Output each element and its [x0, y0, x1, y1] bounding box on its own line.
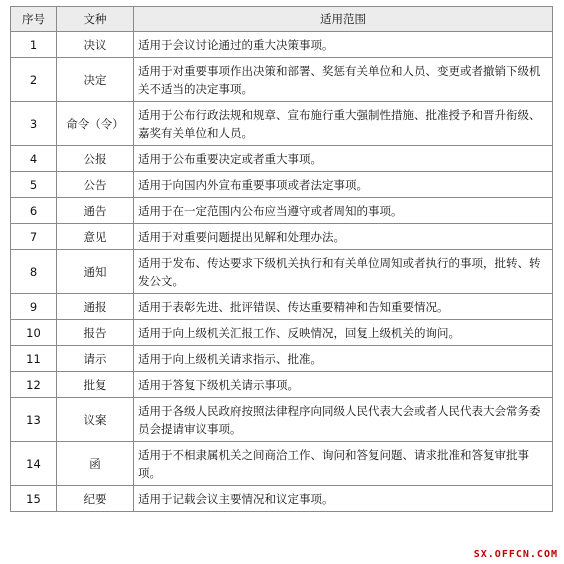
row-type: 决议 [57, 32, 134, 58]
document-types-table [10, 6, 553, 512]
row-scope: 适用于对重要问题提出见解和处理办法。 [134, 224, 553, 250]
table-row [11, 224, 553, 250]
row-type: 请示 [57, 346, 134, 372]
row-type: 议案 [57, 398, 134, 442]
header-scope: 适用范围 [134, 7, 553, 32]
table-row [11, 294, 553, 320]
row-scope: 适用于公布重要决定或者重大事项。 [134, 146, 553, 172]
row-num: 4 [11, 146, 57, 172]
table-row [11, 442, 553, 486]
row-num: 2 [11, 58, 57, 102]
row-type: 命令（令） [57, 102, 134, 146]
table-row [11, 346, 553, 372]
table-row [11, 146, 553, 172]
row-scope: 适用于向上级机关汇报工作、反映情况，回复上级机关的询问。 [134, 320, 553, 346]
table-row [11, 372, 553, 398]
row-scope: 适用于在一定范围内公布应当遵守或者周知的事项。 [134, 198, 553, 224]
row-type: 意见 [57, 224, 134, 250]
row-scope: 适用于对重要事项作出决策和部署、奖惩有关单位和人员、变更或者撤销下级机关不适当的决定事项。 [134, 58, 553, 102]
row-type: 公告 [57, 172, 134, 198]
table-row [11, 32, 553, 58]
row-scope: 适用于向国内外宣布重要事项或者法定事项。 [134, 172, 553, 198]
row-type: 纪要 [57, 486, 134, 512]
row-num: 7 [11, 224, 57, 250]
row-scope: 适用于发布、传达要求下级机关执行和有关单位周知或者执行的事项，批转、转发公文。 [134, 250, 553, 294]
table-row [11, 250, 553, 294]
table-row [11, 320, 553, 346]
row-type: 通知 [57, 250, 134, 294]
row-num: 14 [11, 442, 57, 486]
row-type: 报告 [57, 320, 134, 346]
row-num: 13 [11, 398, 57, 442]
row-num: 10 [11, 320, 57, 346]
row-scope: 适用于向上级机关请求指示、批准。 [134, 346, 553, 372]
row-type: 通报 [57, 294, 134, 320]
header-type: 文种 [57, 7, 134, 32]
row-num: 6 [11, 198, 57, 224]
header-num: 序号 [11, 7, 57, 32]
row-type: 通告 [57, 198, 134, 224]
row-num: 12 [11, 372, 57, 398]
row-num: 15 [11, 486, 57, 512]
row-type: 函 [57, 442, 134, 486]
row-num: 3 [11, 102, 57, 146]
row-num: 5 [11, 172, 57, 198]
row-scope: 适用于会议讨论通过的重大决策事项。 [134, 32, 553, 58]
row-scope: 适用于公布行政法规和规章、宣布施行重大强制性措施、批准授予和晋升衔级、嘉奖有关单位和人员。 [134, 102, 553, 146]
watermark-logo: SX.OFFCN.COM [473, 549, 558, 560]
row-type: 决定 [57, 58, 134, 102]
row-scope: 适用于表彰先进、批评错误、传达重要精神和告知重要情况。 [134, 294, 553, 320]
row-scope: 适用于记载会议主要情况和议定事项。 [134, 486, 553, 512]
row-type: 批复 [57, 372, 134, 398]
table-header-row [11, 7, 553, 32]
row-scope: 适用于不相隶属机关之间商洽工作、询问和答复问题、请求批准和答复审批事项。 [134, 442, 553, 486]
table-row [11, 198, 553, 224]
row-num: 8 [11, 250, 57, 294]
table-row [11, 398, 553, 442]
table-row [11, 172, 553, 198]
row-scope: 适用于各级人民政府按照法律程序向同级人民代表大会或者人民代表大会常务委员会提请审议事项。 [134, 398, 553, 442]
table-row [11, 486, 553, 512]
row-num: 11 [11, 346, 57, 372]
row-scope: 适用于答复下级机关请示事项。 [134, 372, 553, 398]
table-row [11, 102, 553, 146]
row-num: 9 [11, 294, 57, 320]
row-num: 1 [11, 32, 57, 58]
table-row [11, 58, 553, 102]
row-type: 公报 [57, 146, 134, 172]
